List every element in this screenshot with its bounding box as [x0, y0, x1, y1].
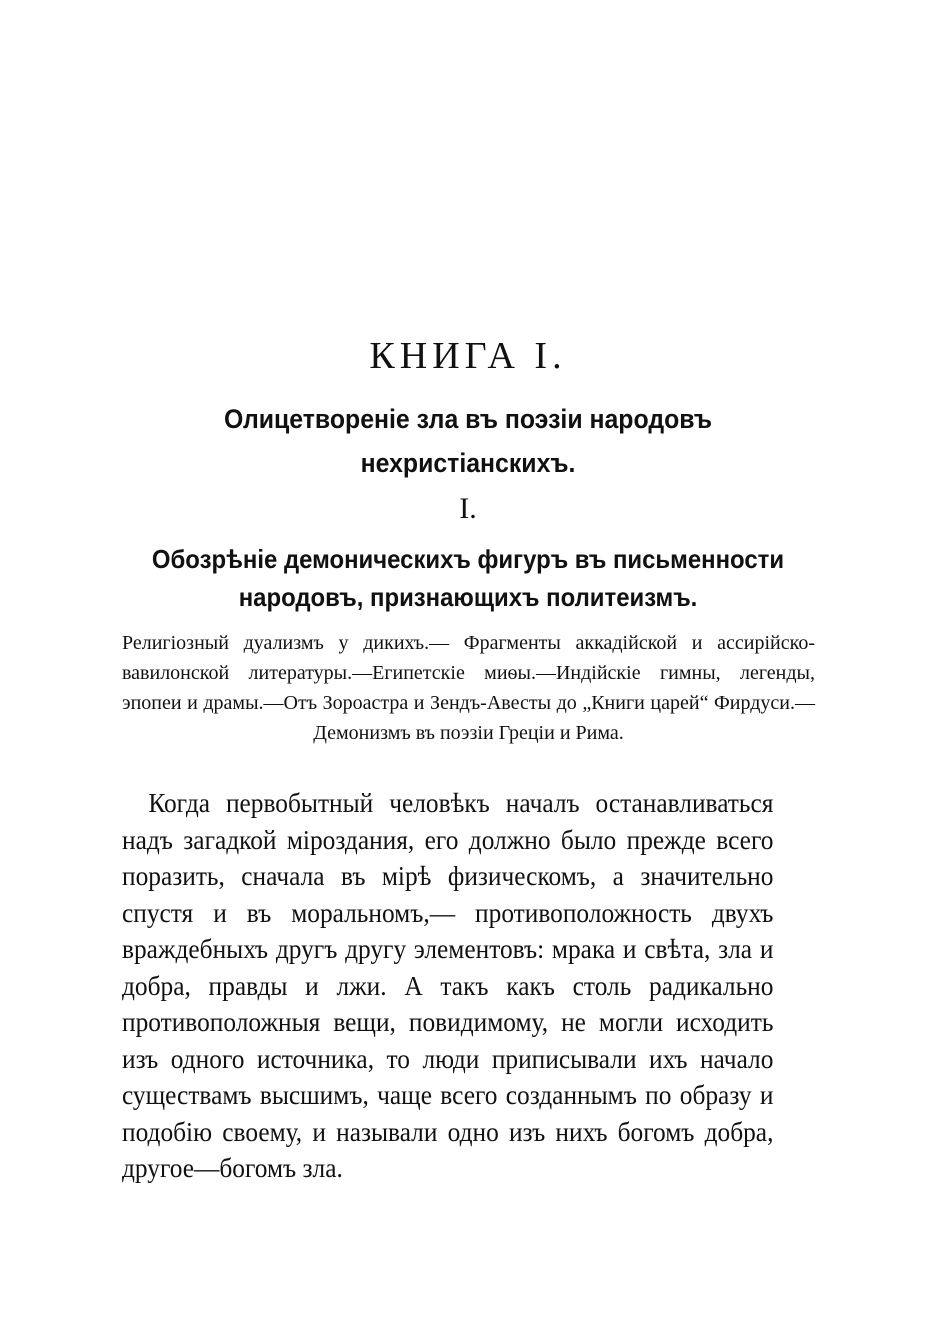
chapter-number: I.: [459, 492, 477, 525]
chapter-summary: Религіозный дуализмъ у дикихъ.— Фрагменты аккадійской и ассирійско-вавилонской литературы.—Египетскіе миѳы.—Индійскіе гимны, легенды, эпопеи и драмы.—Отъ Зороастра и Зендъ-Авесты до „Книги царей“ Фирдуси.—Демонизмъ въ поэзіи Греціи и Рима.: [122, 632, 815, 744]
book-subtitle: Олицетвореніе зла въ поэзіи народовъ нехристіанскихъ.: [223, 404, 713, 478]
chapter-title: Обозрѣніе демоническихъ фигуръ въ письменности народовъ, признающихъ политеизмъ.: [151, 544, 785, 612]
book-title: КНИГА I.: [369, 335, 567, 377]
body-paragraph: Когда первобытный человѣкъ началъ останавливаться надъ загадкой міроздания, его должно было прежде всего поразить, сначала въ мірѣ физическомъ, а значительно спустя и въ моральномъ,— противоположность двухъ враждебныхъ другъ другу элементовъ: мрака и свѣта, зла и добра, правды и лжи. А такъ какъ столь радикально противоположныя вещи, повидимому, не могли исходить изъ одного источника, то люди приписывали ихъ начало существамъ высшимъ, чаще всего созданнымъ по образу и подобію своему, и называли одно изъ нихъ богомъ добра, другое—богомъ зла.: [122, 788, 774, 1183]
